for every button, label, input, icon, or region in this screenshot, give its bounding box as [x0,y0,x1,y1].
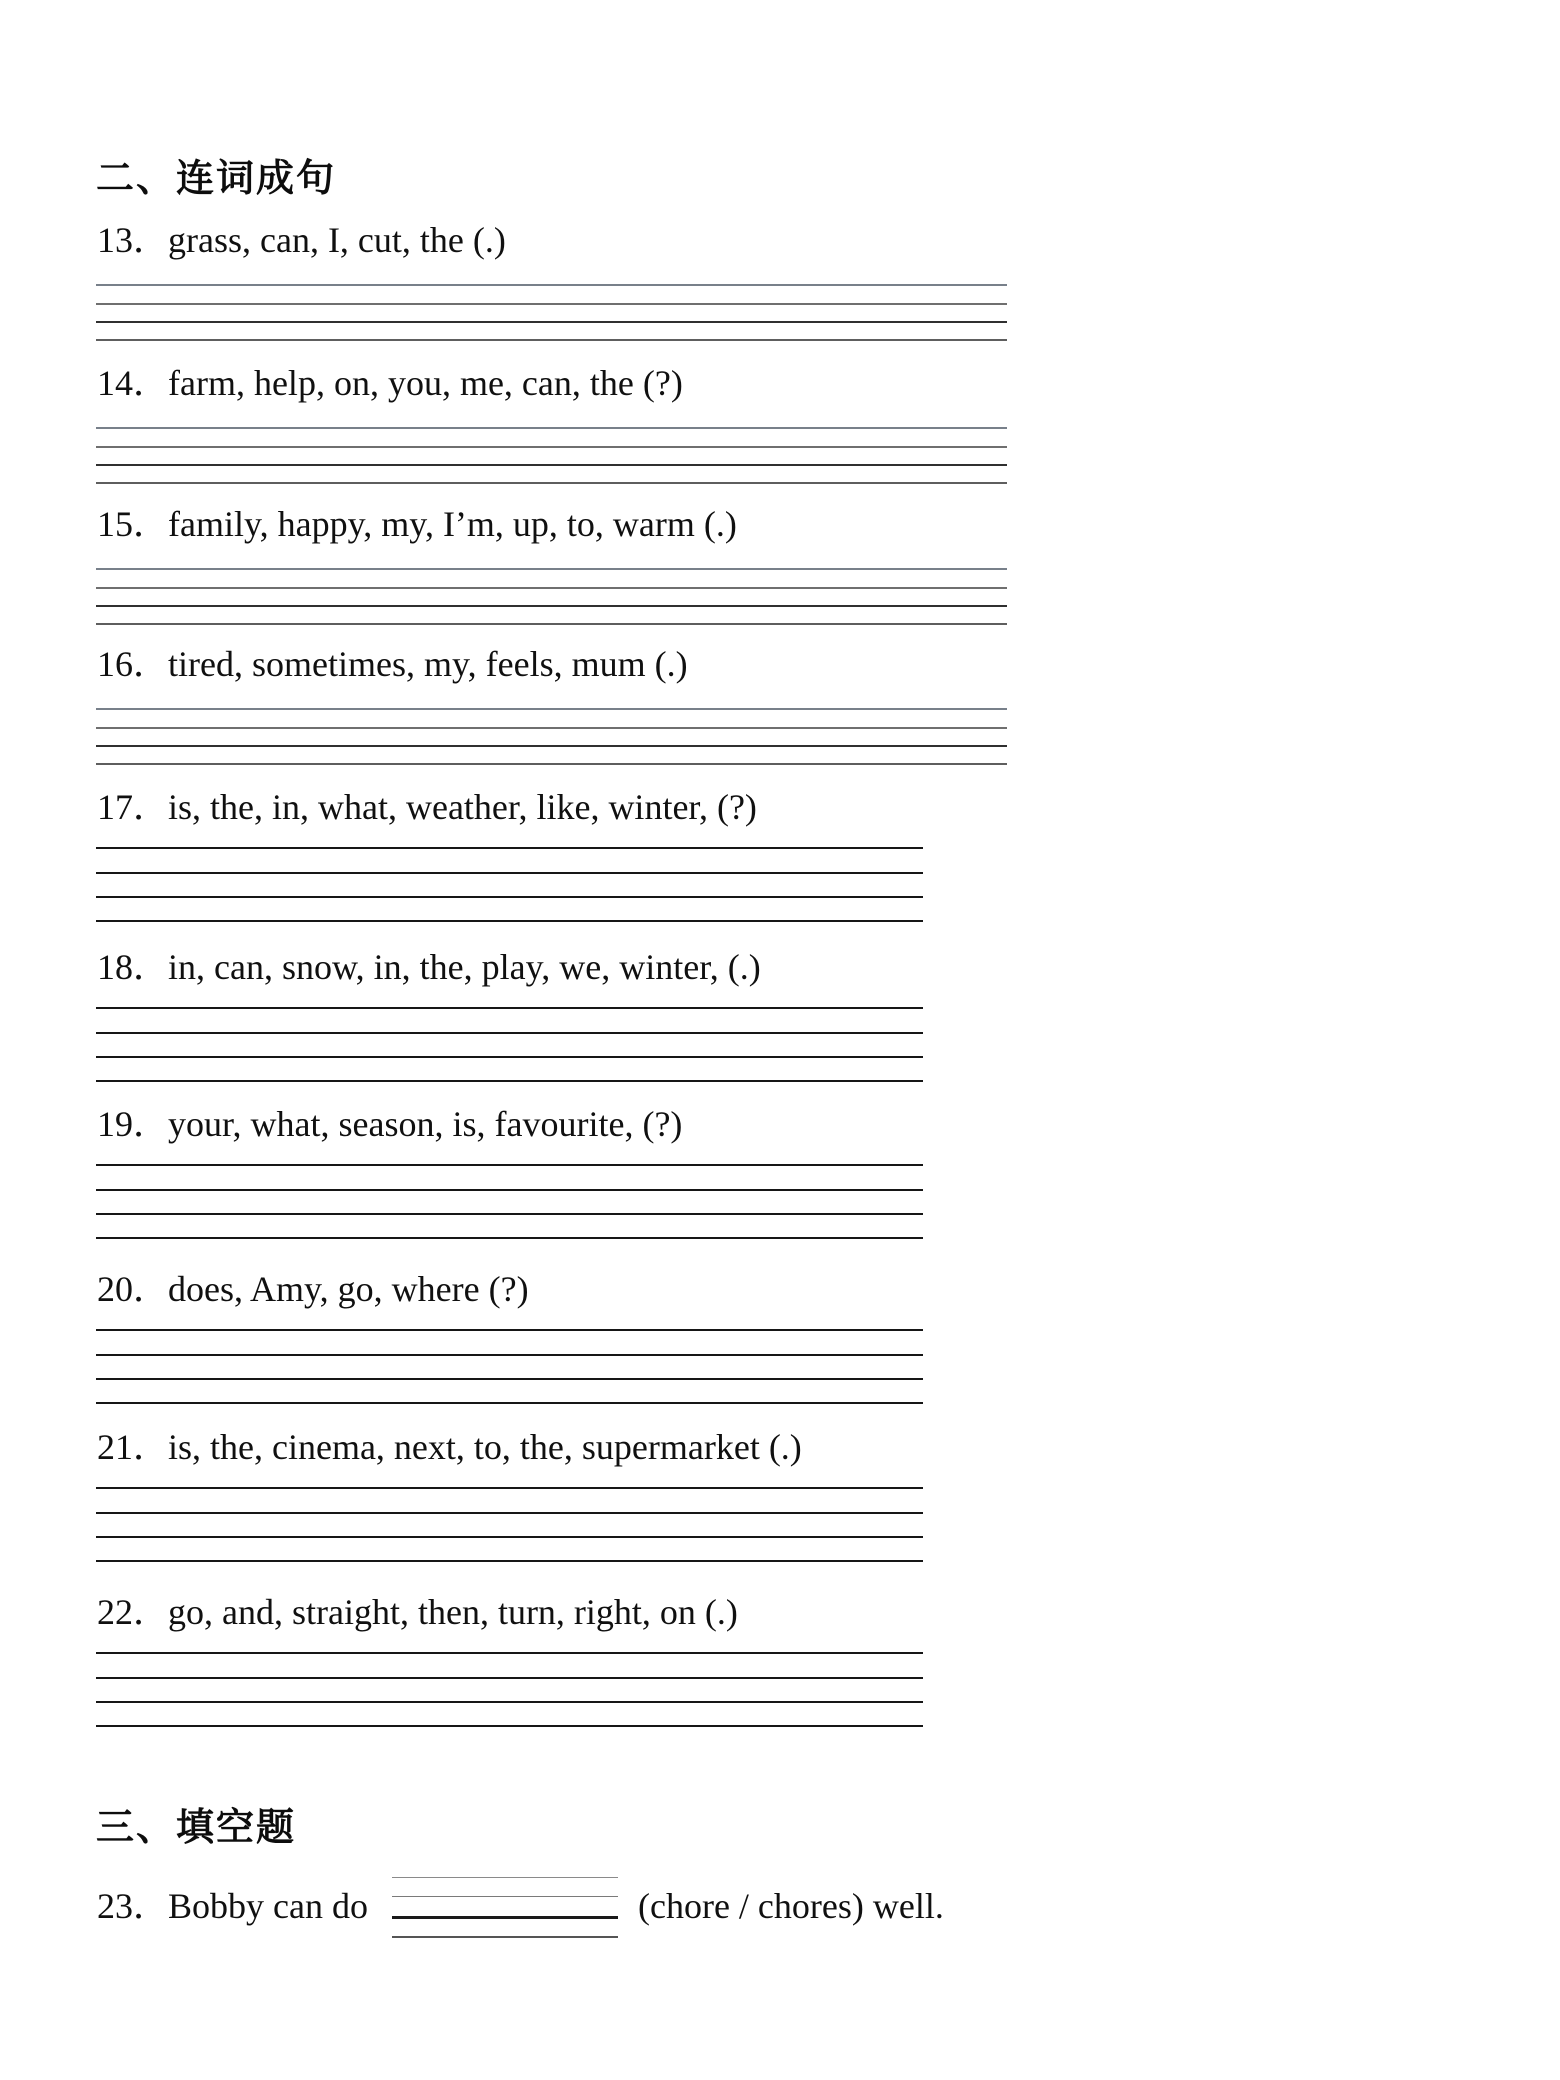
blank-line [392,1877,618,1878]
question-prompt [97,363,683,404]
question-words: does, Amy, go, where (?) [168,1269,529,1309]
question-prompt [97,947,761,988]
answer-line [96,745,1007,747]
question-number: 20． [97,1269,170,1309]
answer-line [96,763,1007,765]
question-item-17 [0,787,1560,932]
question-prompt [97,787,757,828]
answer-line [96,446,1007,448]
fill-blank-lines [392,1877,618,1943]
question-item-22 [0,1592,1560,1737]
question-words: go, and, straight, then, turn, right, on (.) [168,1592,738,1632]
question-words: tired, sometimes, my, feels, mum (.) [168,644,688,684]
question-number: 18． [97,947,170,987]
question-prompt [97,1427,802,1468]
question-words: in, can, snow, in, the, play, we, winter, (.) [168,947,761,987]
answer-line [96,727,1007,729]
answer-line [96,847,923,849]
answer-line [96,1725,923,1727]
answer-line [96,623,1007,625]
answer-line [96,920,923,922]
question-words: your, what, season, is, favourite, (?) [168,1104,683,1144]
question-number: 17． [97,787,170,827]
answer-line [96,1056,923,1058]
question-words: grass, can, I, cut, the (.) [168,220,506,260]
question-item-13 [0,220,1560,350]
section-3-header: 三、填空题 [96,1807,297,1849]
question-prompt [97,220,506,261]
answer-line [96,1677,923,1679]
answer-line [96,303,1007,305]
answer-line [96,1213,923,1215]
answer-line [96,1402,923,1404]
question-number: 13． [97,220,170,260]
fill-text-after-row [638,1886,944,1927]
answer-line [96,427,1007,429]
blank-line [392,1936,618,1938]
question-prompt [97,504,737,545]
blank-line [392,1916,618,1919]
answer-line [96,284,1007,286]
answer-line [96,1354,923,1356]
question-item-16 [0,644,1560,774]
question-words: family, happy, my, I’m, up, to, warm (.) [168,504,737,544]
answer-line [96,1329,923,1331]
question-number: 21． [97,1427,170,1467]
section-2-header: 二、连词成句 [96,158,337,200]
answer-line [96,872,923,874]
answer-line [96,1032,923,1034]
question-words: is, the, in, what, weather, like, winter, (?) [168,787,757,827]
answer-line [96,587,1007,589]
question-prompt [97,1592,738,1633]
question-number: 22． [97,1592,170,1632]
question-item-15 [0,504,1560,634]
answer-line [96,605,1007,607]
fill-text-before: Bobby can do [168,1886,368,1926]
question-prompt [97,644,688,685]
answer-line [96,1560,923,1562]
question-item-23 [97,1886,368,1927]
question-item-19 [0,1104,1560,1249]
question-item-20 [0,1269,1560,1414]
answer-line [96,321,1007,323]
blank-line [392,1896,618,1897]
question-item-14 [0,363,1560,493]
question-words: is, the, cinema, next, to, the, supermarket (.) [168,1427,802,1467]
answer-line [96,482,1007,484]
answer-line [96,896,923,898]
answer-line [96,1007,923,1009]
answer-line [96,1164,923,1166]
answer-line [96,568,1007,570]
question-number: 23． [97,1886,170,1926]
question-prompt [97,1269,529,1310]
answer-line [96,1080,923,1082]
question-number: 16． [97,644,170,684]
answer-line [96,708,1007,710]
question-number: 14． [97,363,170,403]
fill-text-after: (chore / chores) well. [638,1886,944,1926]
answer-line [96,1536,923,1538]
question-item-18 [0,947,1560,1092]
answer-line [96,1237,923,1239]
question-number: 15． [97,504,170,544]
answer-line [96,1512,923,1514]
question-words: farm, help, on, you, me, can, the (?) [168,363,683,403]
question-number: 19． [97,1104,170,1144]
answer-line [96,1487,923,1489]
answer-line [96,464,1007,466]
answer-line [96,1652,923,1654]
answer-line [96,339,1007,341]
answer-line [96,1189,923,1191]
answer-line [96,1701,923,1703]
question-item-21 [0,1427,1560,1572]
question-prompt [97,1104,682,1145]
answer-line [96,1378,923,1380]
